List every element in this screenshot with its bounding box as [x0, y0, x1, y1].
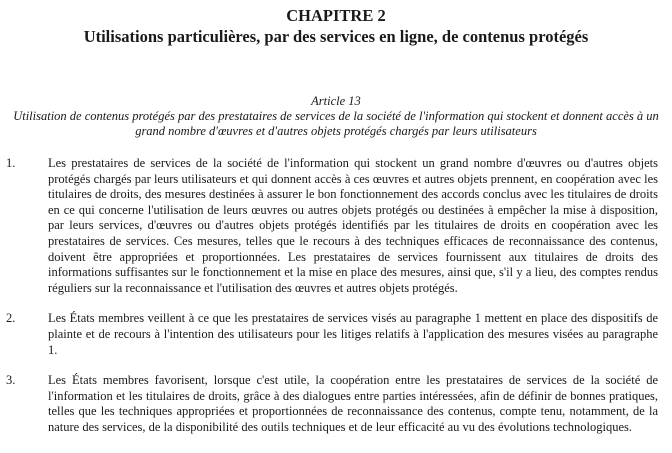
paragraph-text: Les États membres veillent à ce que les prestataires de services visés au paragraphe 1 mettent en place des dispositifs de plainte et de recours à l'intention des utilisateurs pour les litiges relatifs à l'application des mesures visées au paragraphe 1. [48, 311, 658, 357]
paragraph-number: 2. [6, 311, 16, 326]
chapter-subtitle: Utilisations particulières, par des services en ligne, de contenus protégés [83, 27, 589, 46]
chapter-title: CHAPITRE 2 [286, 6, 386, 25]
paragraph-1 [0, 156, 672, 296]
paragraph-text: Les États membres favorisent, lorsque c'est utile, la coopération entre les prestataires de services de la société de l'information et les titulaires de droits, grâce à des dialogues entre parties intéressées, afin de définir de bonnes pratiques, telles que les techniques appropriées et proportionnées de reconnaissance des contenus, compte tenu, notamment, de la nature des services, de la disponibilité des outils techniques et de leur efficacité au vu des évolutions technologiques. [48, 373, 658, 434]
paragraph-2 [0, 311, 672, 358]
paragraph-3 [0, 373, 672, 435]
article-heading: Utilisation de contenus protégés par des prestataires de services de la société de l'information qui stockent et donnent accès à un grand nombre d'œuvres et d'autres objets protégés chargés par leurs utilisateurs [13, 109, 659, 138]
article-number: Article 13 [311, 94, 361, 108]
paragraph-text: Les prestataires de services de la société de l'information qui stockent un grand nombre d'œuvres ou d'autres objets protégés chargés par leurs utilisateurs et qui donnent accès à ces œuvres et autres objets prennent, en coopération avec les titulaires de droits, des mesures destinées à assurer le bon fonctionnement des accords conclus avec les titulaires de droits en ce qui concerne l'utilisation de leurs œuvres ou autres objets protégés ou destinées à empêcher la mise à disposition, par leurs services, d'œuvres ou d'autres objets protégés identifiés par les titulaires de droits en coopération avec les prestataires de services. Ces mesures, telles que le recours à des techniques efficaces de reconnaissance des contenus, doivent être appropriées et proportionnées. Les prestataires de services fournissent aux titulaires de droits des informations suffisantes sur le fonctionnement et la mise en place des mesures, ainsi que, s'il y a lieu, des comptes rendus réguliers sur la reconnaissance et l'utilisation des œuvres et autres objets protégés. [48, 156, 658, 295]
article-paragraphs [0, 156, 672, 436]
paragraph-number: 1. [6, 156, 16, 170]
paragraph-number: 3. [6, 373, 16, 388]
